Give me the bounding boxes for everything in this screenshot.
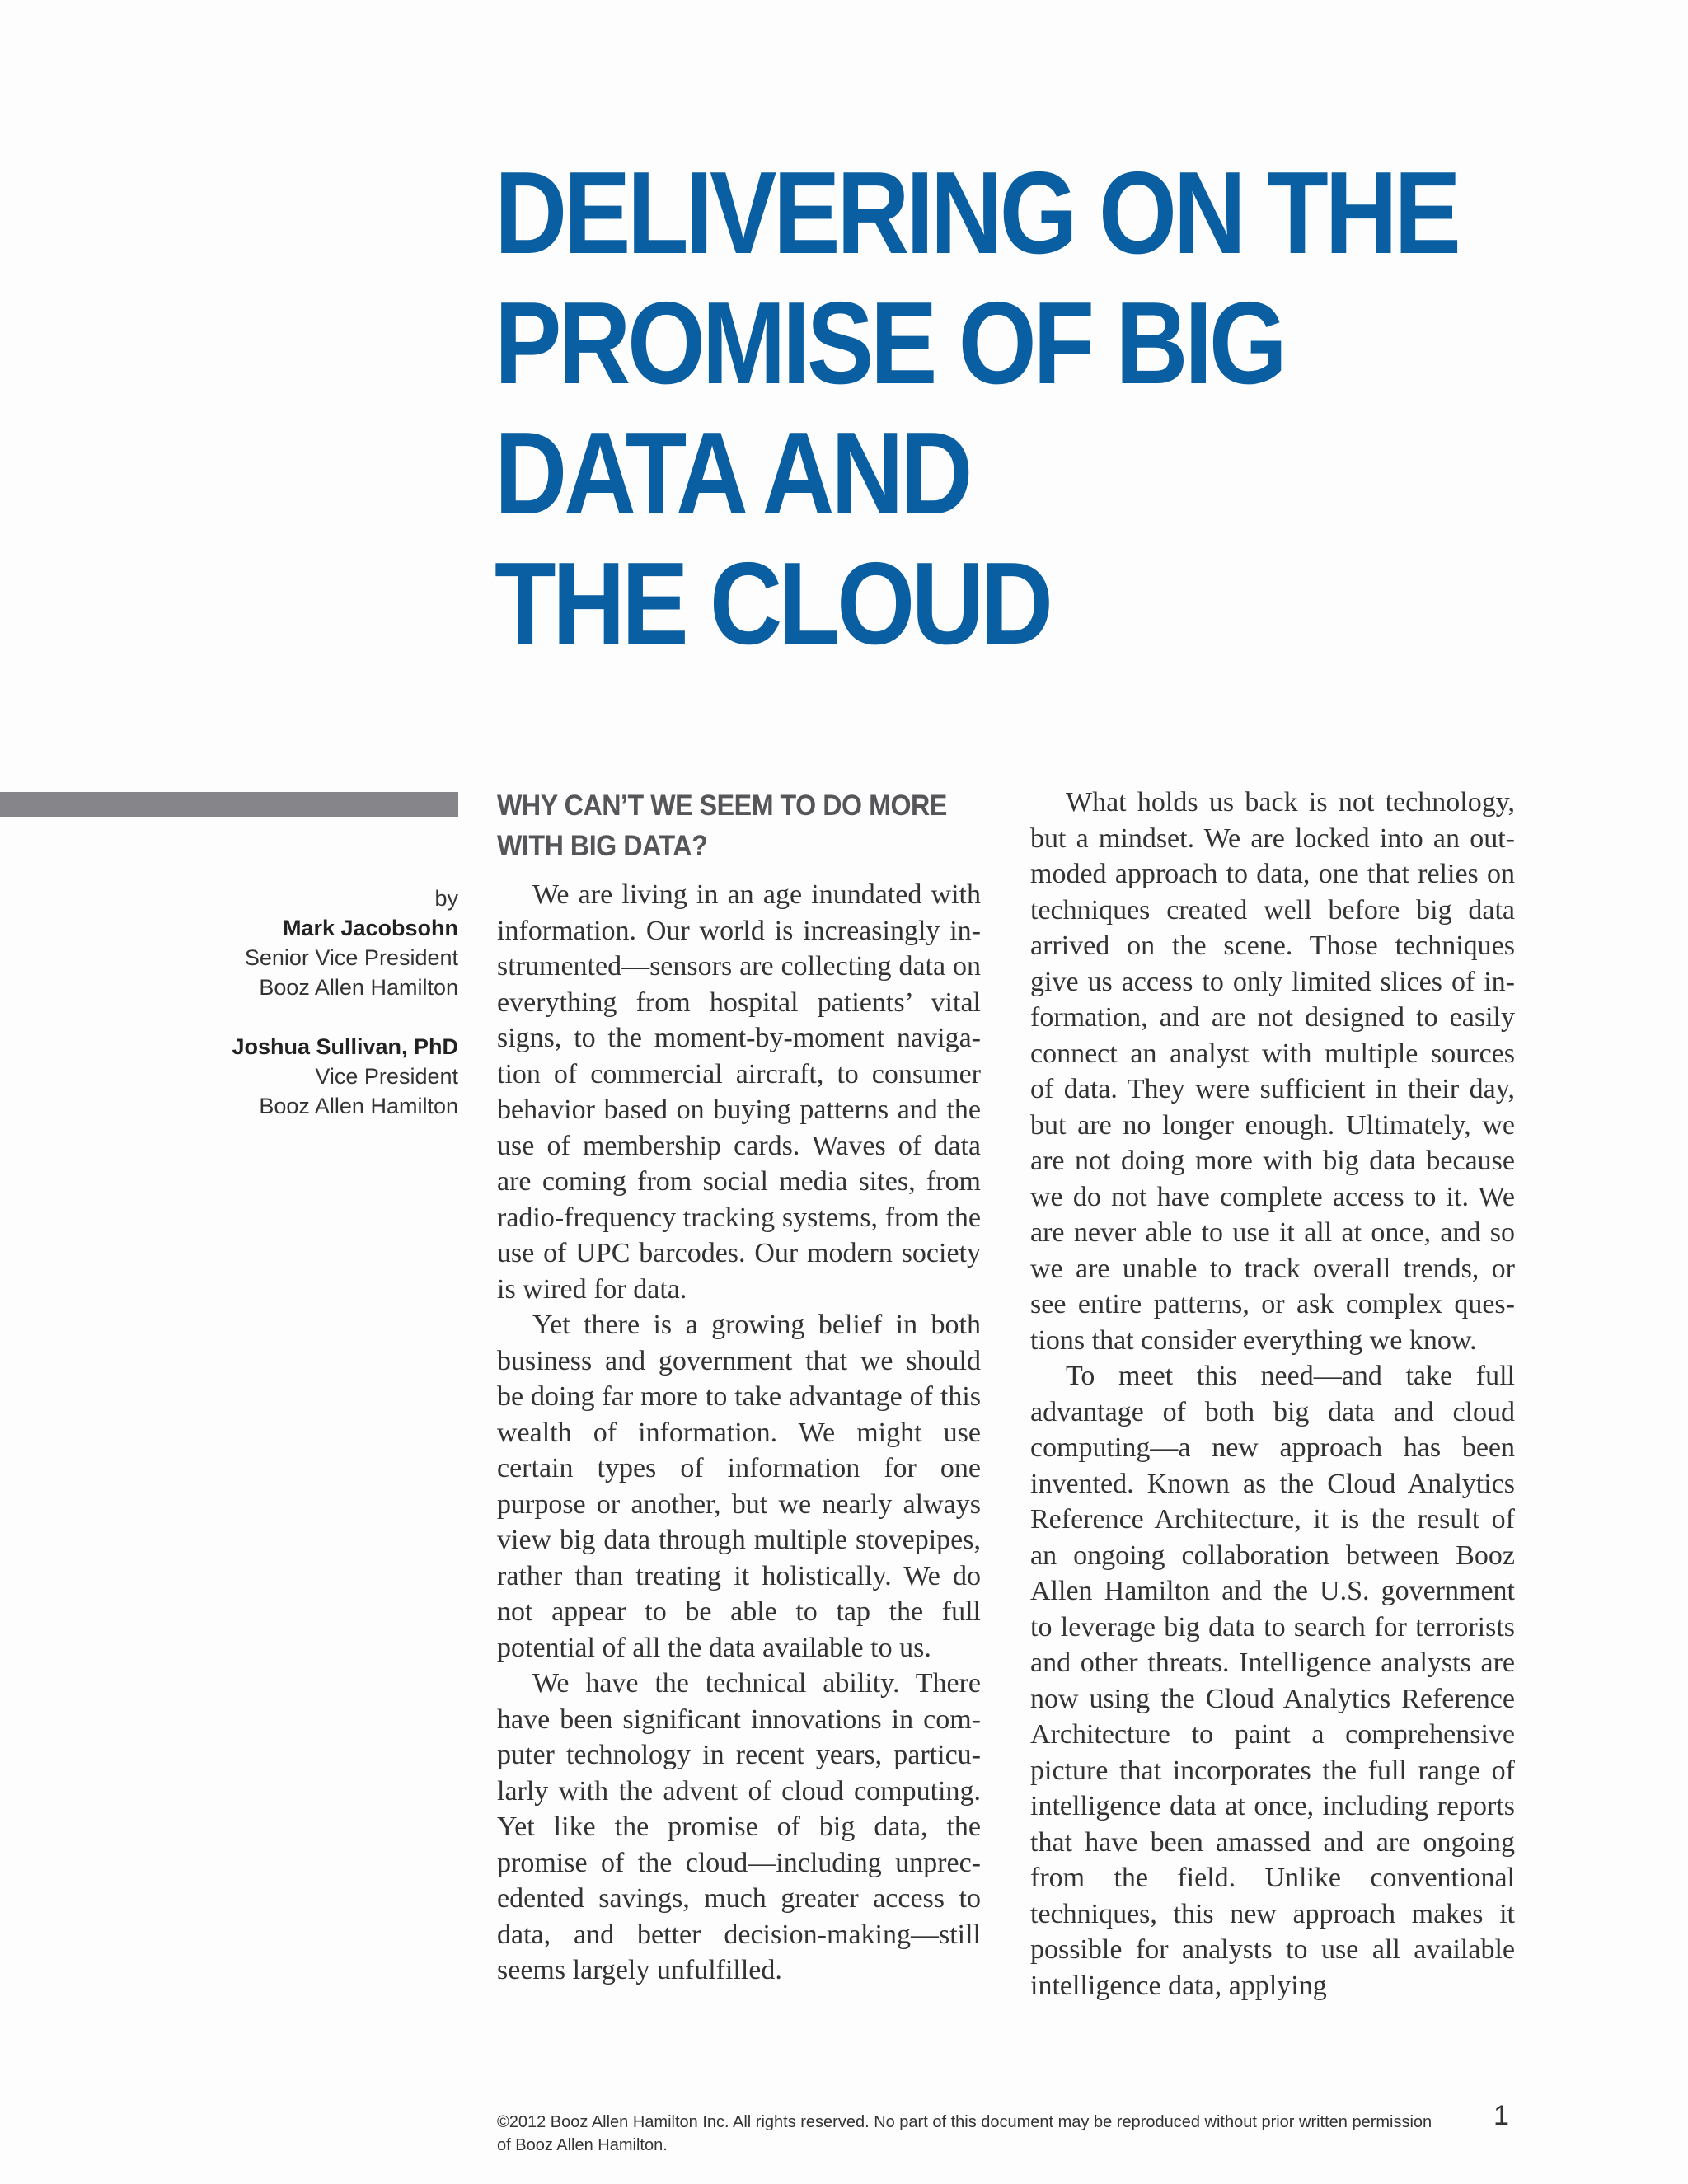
body-paragraph: What holds us back is not technology, but a mindset. We are locked into an outmoded approach to data, one that relies on techniques created well before big data arrived on the scene. Those techniques give us access to only limited slices of information, and are not designed to easily connect an analyst with multiple sources of data. They were sufficient in their day, but are no longer enough. Ultimately, we are not doing more with big data because we do not have complete access to it. We are never able to use it all at once, and so we are unable to track overall trends, or see entire patterns, or ask complex questions that consider everything we know. (1030, 787, 1515, 1356)
title-line: PROMISE OF BIG (495, 278, 1284, 409)
section-divider-bar (0, 792, 458, 817)
body-column-left (497, 877, 981, 1989)
author-name: Mark Jacobsohn (282, 916, 458, 940)
page-number: 1 (1493, 2100, 1509, 2131)
title-line: DATA AND (495, 408, 970, 539)
author-role: Vice President (315, 1064, 458, 1089)
byline-by: by (434, 886, 458, 911)
author-name: Joshua Sullivan, PhD (232, 1034, 458, 1059)
author-org: Booz Allen Hamilton (259, 975, 458, 1000)
byline (112, 883, 458, 1121)
body-paragraph: Yet there is a growing belief in both business and government that we should be doing far more to take advantage of this wealth of information. We might use certain types of information for one purpose or another, but we nearly always view big data through multiple stovepipes, rather than treating it holistically. We do not appear to be able to tap the full potential of all the data available to us. (497, 1310, 981, 1663)
section-heading: WHY CAN’T WE SEEM TO DO MORE WITH BIG DATA? (497, 790, 947, 862)
author-org: Booz Allen Hamilton (259, 1094, 458, 1118)
document-title (495, 148, 1458, 669)
body-column-right (1030, 785, 1515, 2004)
body-paragraph: We have the technical ability. There have been significant innovations in computer technology in recent years, particularly with the advent of cloud computing. Yet like the promise of big data, the promise of the cloud—including unprecedented savings, much greater access to data, and better decision-making—still seems largely unfulfilled. (497, 1668, 981, 1985)
title-line: DELIVERING ON THE (495, 148, 1458, 279)
title-line: THE CLOUD (495, 538, 1050, 669)
copyright-footer: ©2012 Booz Allen Hamilton Inc. All rights reserved. No part of this document may be reproduced without prior written permission of Booz Allen Hamilton. (497, 2113, 1432, 2154)
body-paragraph: To meet this need—and take full advantage of both big data and cloud computing—a new approach has been invented. Known as the Cloud Analytics Reference Architecture, it is the result of an ongoing collaboration between Booz Allen Hamilton and the U.S. government to leverage big data to search for terrorists and other threats. Intelligence analysts are now using the Cloud Analytics Reference Architecture to paint a comprehensive picture that incorporates the full range of intelligence data at once, including reports that have been amassed and are ongoing from the field. Unlike conventional techniques, this new approach makes it possible for analysts to use all available intelligence data, applying (1030, 1361, 1515, 2001)
author-role: Senior Vice President (244, 945, 458, 970)
body-paragraph: We are living in an age inundated with information. Our world is increasingly instrumented—sensors are collecting data on everything from hospital patients’ vital signs, to the moment-by-moment navigation of commercial aircraft, to consumer behavior based on buying patterns and the use of membership cards. Waves of data are coming from social media sites, from radio-frequency tracking systems, from the use of UPC barcodes. Our modern society is wired for data. (497, 879, 981, 1305)
